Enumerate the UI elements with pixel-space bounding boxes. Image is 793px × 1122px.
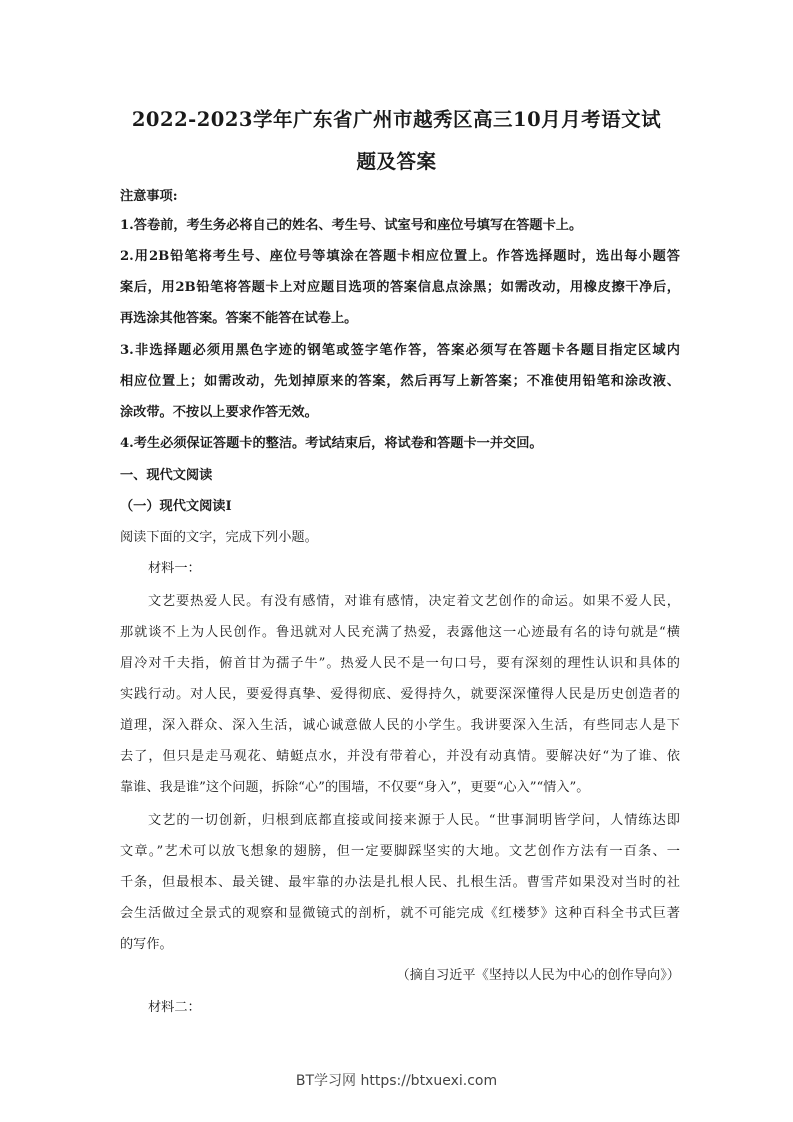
- notice-item-3-line1: 3.非选择题必须用黑色字迹的钢笔或签字笔作答，答案必须写在答题卡各题目指定区域内: [120, 343, 680, 358]
- section-heading: 一、现代文阅读: [120, 468, 213, 483]
- notice-item-3-line3: 涂改带。不按以上要求作答无效。: [120, 405, 318, 420]
- footer-watermark: BT学习网 https://btxuexi.com: [295, 1073, 498, 1089]
- notice-heading: 注意事项:: [120, 189, 178, 204]
- notice-item-2-line2: 案后，用2B铅笔将答题卡上对应题目选项的答案信息点涂黑；如需改动，用橡皮擦干净后，: [120, 280, 680, 295]
- material-1-p2-line: 文艺的一切创新，归根到底都直接或间接来源于人民。“世事洞明皆学问，人情练达即: [148, 813, 680, 828]
- material-1-source: （摘自习近平《坚持以人民为中心的创作导向》）: [396, 968, 680, 983]
- notice-item-2-line1: 2.用2B铅笔将考生号、座位号等填涂在答题卡相应位置上。作答选择题时，选出每小题答: [120, 249, 680, 264]
- material-1-p2-line: 文章。”艺术可以放飞想象的翅膀，但一定要脚踩坚实的大地。文艺创作方法有一百条、一: [120, 844, 680, 859]
- material-2-label: 材料二：: [148, 1000, 201, 1015]
- notice-item-1: 1.答卷前，考生务必将自己的姓名、考生号、试室号和座位号填写在答题卡上。: [120, 218, 583, 233]
- material-1-p1-line: 靠谁、我是谁”这个问题，拆除“心”的围墙，不仅要“身入”，更要“心入”“情入”。: [120, 780, 590, 795]
- material-1-label: 材料一：: [148, 561, 201, 576]
- material-1-p2-line: 千条，但最根本、最关键、最牢靠的办法是扎根人民、扎根生活。曹雪芹如果没对当时的社: [120, 875, 680, 890]
- document-title-line1: 2022-2023学年广东省广州市越秀区高三10月月考语文试: [131, 108, 662, 131]
- notice-item-3-line2: 相应位置上；如需改动，先划掉原来的答案，然后再写上新答案；不准使用铅笔和涂改液、: [120, 374, 680, 389]
- material-1-p1-line: 眉冷对千夫指，俯首甘为孺子牛”。热爱人民不是一句口号，要有深刻的理性认识和具体的: [120, 656, 680, 671]
- section-subheading: （一）现代文阅读Ⅰ: [120, 499, 232, 514]
- material-1-p1-line: 实践行动。对人民，要爱得真挚、爱得彻底、爱得持久，就要深深懂得人民是历史创造者的: [120, 687, 680, 702]
- material-1-p1-line: 那就谈不上为人民创作。鲁迅就对人民充满了热爱，表露他这一心迹最有名的诗句就是“横: [120, 625, 680, 640]
- material-1-p1-line: 道理，深入群众、深入生活，诚心诚意做人民的小学生。我讲要深入生活，有些同志人是下: [120, 718, 680, 733]
- material-1-p1-line: 文艺要热爱人民。有没有感情，对谁有感情，决定着文艺创作的命运。如果不爱人民，: [148, 594, 680, 609]
- material-1-p1-line: 去了，但只是走马观花、蜻蜓点水，并没有带着心，并没有动真情。要解决好“为了谁、依: [120, 749, 680, 764]
- reading-instruction: 阅读下面的文字，完成下列小题。: [120, 530, 318, 545]
- notice-item-2-line3: 再选涂其他答案。答案不能答在试卷上。: [120, 311, 358, 326]
- material-1-p2-line: 会生活做过全景式的观察和显微镜式的剖析，就不可能完成《红楼梦》这种百科全书式巨著: [120, 906, 680, 921]
- document-title-line2: 题及答案: [356, 150, 437, 173]
- notice-item-4: 4.考生必须保证答题卡的整洁。考试结束后，将试卷和答题卡一并交回。: [120, 436, 543, 451]
- material-1-p2-line: 的写作。: [120, 937, 173, 952]
